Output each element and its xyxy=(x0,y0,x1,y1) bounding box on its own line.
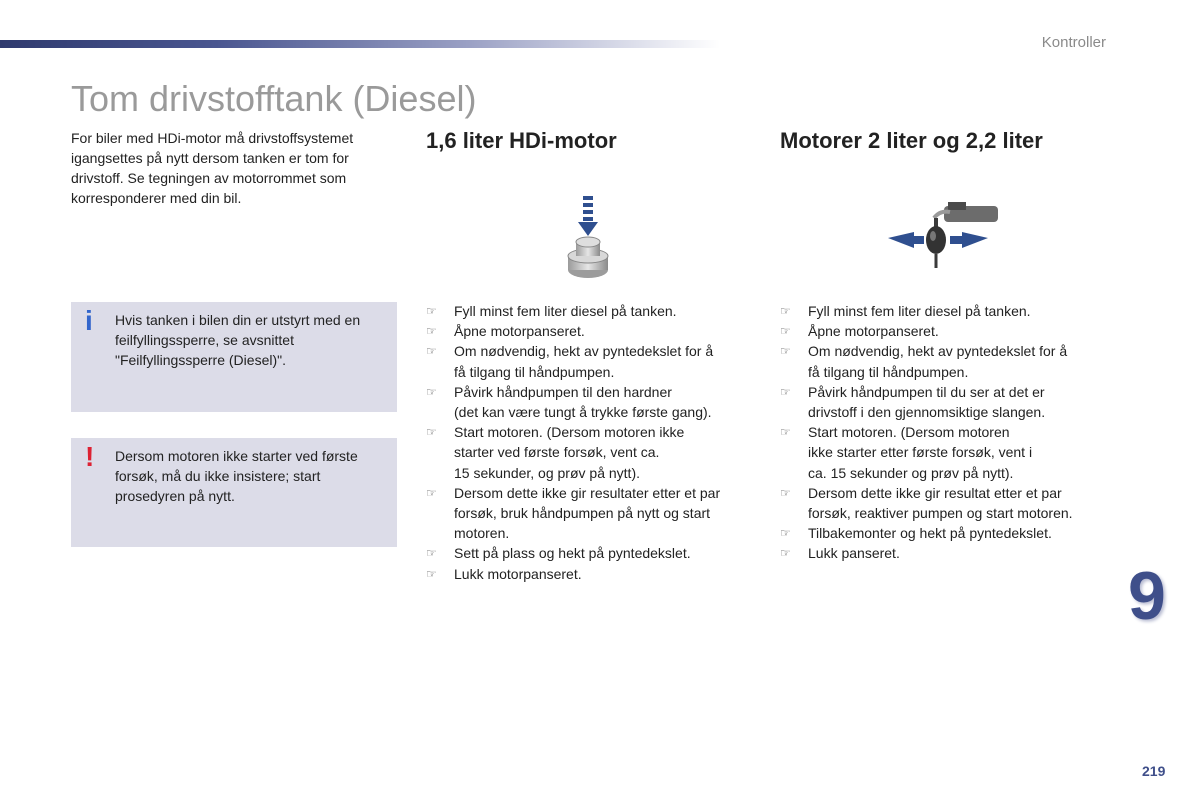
step-text: Påvirk håndpumpen til den hardner (det kan være tungt å trykke første gang). xyxy=(454,383,712,421)
column2-step-list xyxy=(780,301,1120,564)
step-text: Lukk motorpanseret. xyxy=(454,565,582,582)
intro-paragraph: For biler med HDi-motor må drivstoffsystemet igangsettes på nytt dersom tanken er tom for drivstoff. Se tegningen av motorrommet som korresponderer med din bil. xyxy=(71,130,354,206)
step-text: Fyll minst fem liter diesel på tanken. xyxy=(454,303,677,319)
step-item xyxy=(426,341,756,381)
step-item xyxy=(780,321,1120,341)
section-title: Kontroller xyxy=(1041,34,1106,51)
step-text: Lukk panseret. xyxy=(808,545,900,562)
step-text: Påvirk håndpumpen til du ser at det er drivstoff i den gjennomsiktige slangen. xyxy=(808,383,1046,421)
step-item xyxy=(426,301,756,321)
step-text: Åpne motorpanseret. xyxy=(454,323,585,340)
warning-icon: ! xyxy=(85,441,95,472)
step-item xyxy=(780,483,1120,523)
info-icon: i xyxy=(85,305,93,336)
pointing-hand-icon: ☞ xyxy=(780,425,791,440)
column1-heading: 1,6 liter HDi-motor xyxy=(426,128,617,153)
warning-note-text: Dersom motoren ikke starter ved første forsøk, må du ikke insistere; start prosedyren på nytt. xyxy=(115,448,358,504)
step-item xyxy=(426,382,756,422)
step-item xyxy=(780,341,1120,381)
step-text: Om nødvendig, hekt av pyntedekslet for å få tilgang til håndpumpen. xyxy=(808,343,1068,380)
pointing-hand-icon: ☞ xyxy=(780,546,791,561)
step-item xyxy=(426,321,756,341)
page-title: Tom drivstofftank (Diesel) xyxy=(71,78,477,119)
step-text: Tilbakemonter og hekt på pyntedekslet. xyxy=(808,525,1052,542)
pointing-hand-icon: ☞ xyxy=(780,324,791,339)
step-text: Dersom dette ikke gir resultat etter et par forsøk, reaktiver pumpen og start motoren. xyxy=(808,484,1073,522)
step-text: Start motoren. (Dersom motoren ikke starter ved første forsøk, vent ca. 15 sekunder, og prøv på nytt). xyxy=(454,424,685,481)
hand-pump-press-icon xyxy=(556,190,622,286)
step-text: Sett på plass og hekt på pyntedekslet. xyxy=(454,545,691,562)
step-item xyxy=(780,543,1120,563)
pointing-hand-icon: ☞ xyxy=(426,546,437,561)
pointing-hand-icon: ☞ xyxy=(780,304,791,318)
info-note-text: Hvis tanken i bilen din er utstyrt med en feilfyllingssperre, se avsnittet "Feilfyllingssperre (Diesel)". xyxy=(115,312,361,368)
step-text: Fyll minst fem liter diesel på tanken. xyxy=(808,303,1031,319)
pointing-hand-icon: ☞ xyxy=(426,566,437,581)
step-item xyxy=(426,543,756,563)
step-text: Om nødvendig, hekt av pyntedekslet for å få tilgang til håndpumpen. xyxy=(454,343,714,380)
step-item xyxy=(426,422,756,483)
pointing-hand-icon: ☞ xyxy=(426,425,437,440)
pointing-hand-icon: ☞ xyxy=(426,304,437,318)
pointing-hand-icon: ☞ xyxy=(780,344,791,359)
pointing-hand-icon: ☞ xyxy=(426,344,437,359)
step-text: Dersom dette ikke gir resultater etter et par forsøk, bruk håndpumpen på nytt og start motoren. xyxy=(454,484,721,542)
column1-step-list xyxy=(426,301,756,584)
pointing-hand-icon: ☞ xyxy=(780,526,791,541)
step-item xyxy=(780,382,1120,422)
pointing-hand-icon: ☞ xyxy=(426,485,437,500)
step-text: Åpne motorpanseret. xyxy=(808,323,939,340)
pointing-hand-icon: ☞ xyxy=(426,384,437,399)
page-number: 219 xyxy=(1142,763,1166,779)
pointing-hand-icon: ☞ xyxy=(780,384,791,399)
step-item xyxy=(780,301,1120,321)
warning-note-box xyxy=(71,438,397,547)
step-item xyxy=(780,422,1120,483)
step-text: Start motoren. (Dersom motoren ikke starter etter første forsøk, vent i ca. 15 sekunder og prøv på nytt). xyxy=(808,424,1033,481)
chapter-number: 9 xyxy=(1128,558,1166,634)
step-item xyxy=(426,564,756,584)
info-note-box xyxy=(71,302,397,412)
step-item xyxy=(780,523,1120,543)
pointing-hand-icon: ☞ xyxy=(426,324,437,339)
header-gradient-bar xyxy=(0,40,720,48)
column2-heading: Motorer 2 liter og 2,2 liter xyxy=(780,128,1043,153)
priming-bulb-squeeze-icon xyxy=(884,198,1004,274)
pointing-hand-icon: ☞ xyxy=(780,485,791,500)
step-item xyxy=(426,483,756,544)
